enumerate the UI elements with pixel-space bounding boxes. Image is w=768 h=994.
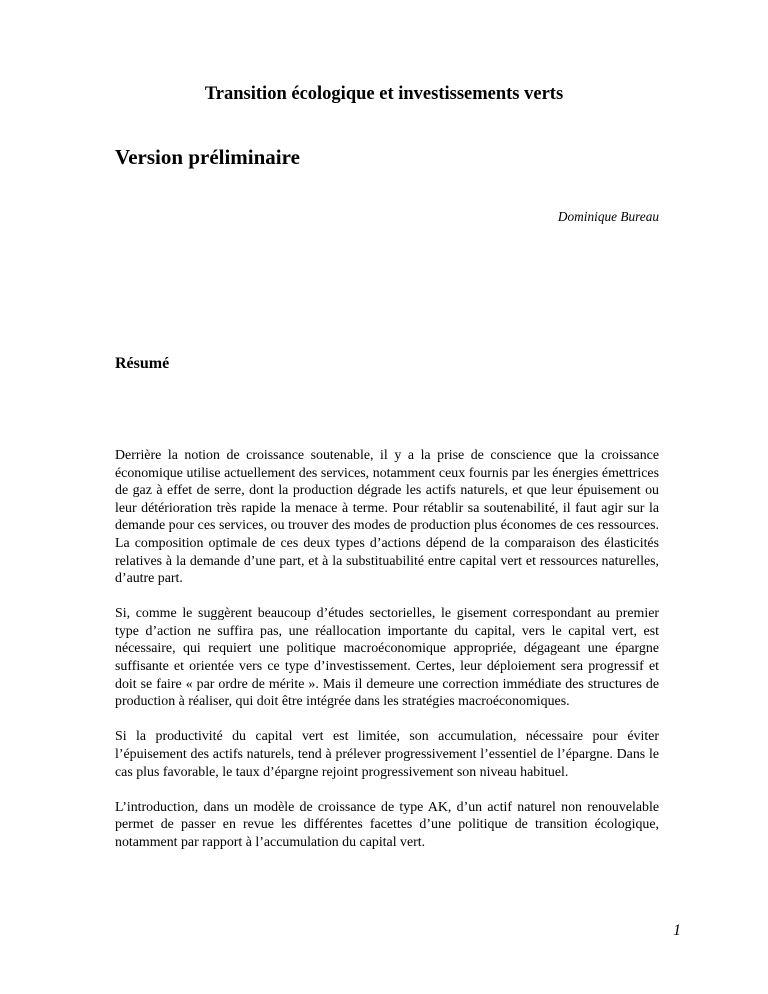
abstract-paragraph: Derrière la notion de croissance soutenable, il y a la prise de conscience que la croissance économique utilise actuellement des services, notamment ceux fournis par les énergies émettrices de gaz à effet de serre, dont la production dégrade les actifs naturels, et que leur épuisement ou leur détérioration très rapide la menace à terme. Pour rétablir sa soutenabilité, il faut agir sur la demande pour ces services, ou trouver des modes de production plus économes de ces ressources. La composition optimale de ces deux types d’actions dépend de la comparaison des élasticités relatives à la demande d’une part, et à la substituabilité entre capital vert et ressources naturelles, d’autre part.	[115, 448, 659, 587]
abstract-paragraph: Si la productivité du capital vert est limitée, son accumulation, nécessaire pour éviter l’épuisement des actifs naturels, tend à prélever progressivement l’essentiel de l’épargne. Dans le cas plus favorable, le taux d’épargne rejoint progressivement son niveau habituel.	[115, 729, 659, 780]
version-label: Version préliminaire	[115, 145, 300, 169]
abstract-heading: Résumé	[115, 355, 170, 372]
abstract-body	[115, 447, 659, 869]
abstract-paragraph: Si, comme le suggèrent beaucoup d’études sectorielles, le gisement correspondant au premier type d’action ne suffira pas, une réallocation importante du capital, vers le capital vert, est nécessaire, qui requiert une politique macroéconomique appropriée, dégageant une épargne suffisante et orientée vers ce type d’investissement. Certes, leur déploiement sera progressif et doit se faire « par ordre de mérite ». Mais il demeure une correction immédiate des structures de production à réaliser, qui doit être intégrée dans les stratégies macroéconomiques.	[115, 606, 659, 710]
document-title: Transition écologique et investissements verts	[204, 84, 564, 104]
page-number: 1	[673, 922, 681, 939]
author-name: Dominique Bureau	[557, 209, 659, 224]
abstract-paragraph: L’introduction, dans un modèle de croissance de type AK, d’un actif naturel non renouvelable permet de passer en revue les différentes facettes d’une politique de transition écologique, notamment par rapport à l’accumulation du capital vert.	[115, 799, 659, 850]
